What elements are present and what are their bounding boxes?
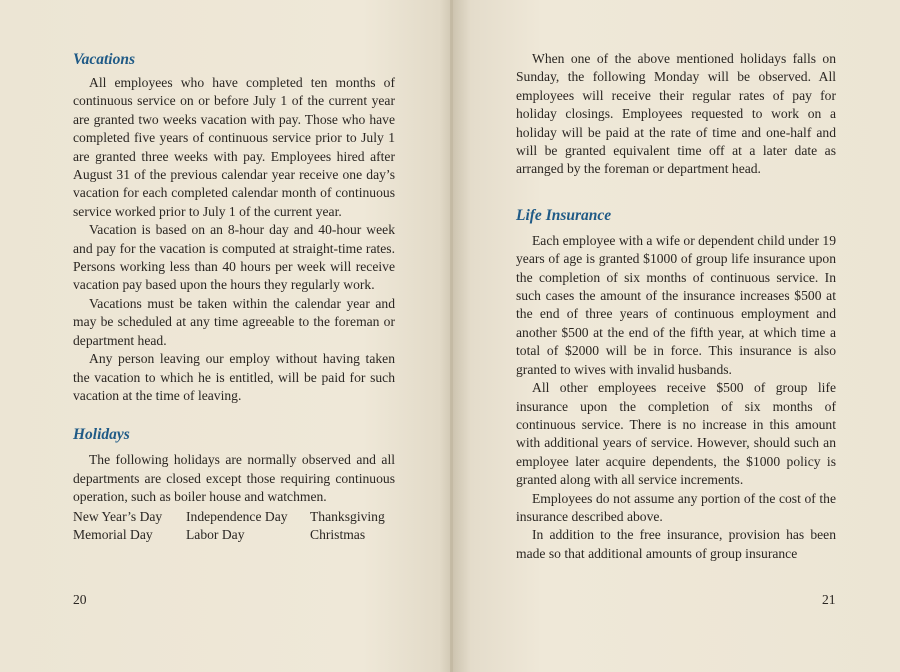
life-insurance-heading: Life Insurance (516, 206, 612, 224)
holiday-item: New Year’s Day (73, 508, 163, 524)
holiday-observance-paragraph: When one of the above mentioned holidays falls on Sunday, the following Monday will be observed. All employees will receive their regular rates of pay for holiday closings. Employees requested to work on a holiday will be paid at the rate of time and one-half and will be granted equivalent time off at a later date as arranged by the foreman or department head. (516, 51, 836, 177)
holidays-paragraph: The following holidays are normally observed and all departments are closed except those requiring continuous operation, such as boiler house and watchmen. (73, 452, 395, 505)
page-number-right: 21 (822, 592, 836, 607)
holiday-item: Memorial Day (73, 526, 153, 542)
holidays-heading: Holidays (73, 426, 130, 444)
vacations-paragraph-4: Any person leaving our employ without having taken the vacation to which he is entitled, will be paid for such vacation at the time of leaving. (73, 351, 395, 403)
life-insurance-paragraph-1: Each employee with a wife or dependent child under 19 years of age is granted $1000 of group life insurance upon the completion of six months of continuous service. In such cases the amount of the insurance increases $500 at the end of three years of continuous employment and another $500 at the end of the fifth year, at which time a total of $2000 will be in force. This insurance is also granted to wives with invalid husbands. (516, 232, 836, 377)
right-page (453, 0, 900, 672)
vacations-heading: Vacations (73, 51, 136, 68)
holiday-item: Thanksgiving (310, 508, 385, 524)
vacations-paragraph-3: Vacations must be taken within the calendar year and may be scheduled at any time agreeable to the foreman or department head. (73, 295, 395, 348)
life-insurance-paragraph-3: Employees do not assume any portion of the cost of the insurance described above. (516, 490, 836, 524)
left-column (73, 50, 395, 544)
page-number-left: 20 (73, 592, 87, 607)
life-insurance-paragraph-4: In addition to the free insurance, provision has been made so that additional amounts of group insurance (516, 527, 836, 561)
holidays-list (73, 508, 395, 545)
right-column (516, 50, 836, 563)
life-insurance-paragraph-2: All other employees receive $500 of group life insurance upon the completion of six months of continuous service. There is no increase in this amount with additional years of service. However, should such an employee later acquire dependents, the $1000 policy is granted along with all service increments. (516, 380, 836, 488)
holiday-item: Independence Day (186, 508, 288, 524)
holiday-item: Labor Day (186, 526, 245, 542)
vacations-paragraph-1: All employees who have completed ten months of continuous service on or before July 1 of the current year are granted two weeks vacation with pay. Those who have completed five years of continuous service prior to July 1 are granted three weeks with pay. Employees hired after August 31 of the previous calendar year receive one day’s vacation for each completed calendar month of continuous service worked prior to July 1 of the current year. (73, 75, 395, 219)
vacations-paragraph-2: Vacation is based on an 8-hour day and 40-hour week and pay for the vacation is computed at straight-time rates. Persons working less than 40 hours per week will receive vacation pay based upon the hours they regularly work. (73, 222, 395, 293)
holiday-item: Christmas (310, 526, 366, 542)
